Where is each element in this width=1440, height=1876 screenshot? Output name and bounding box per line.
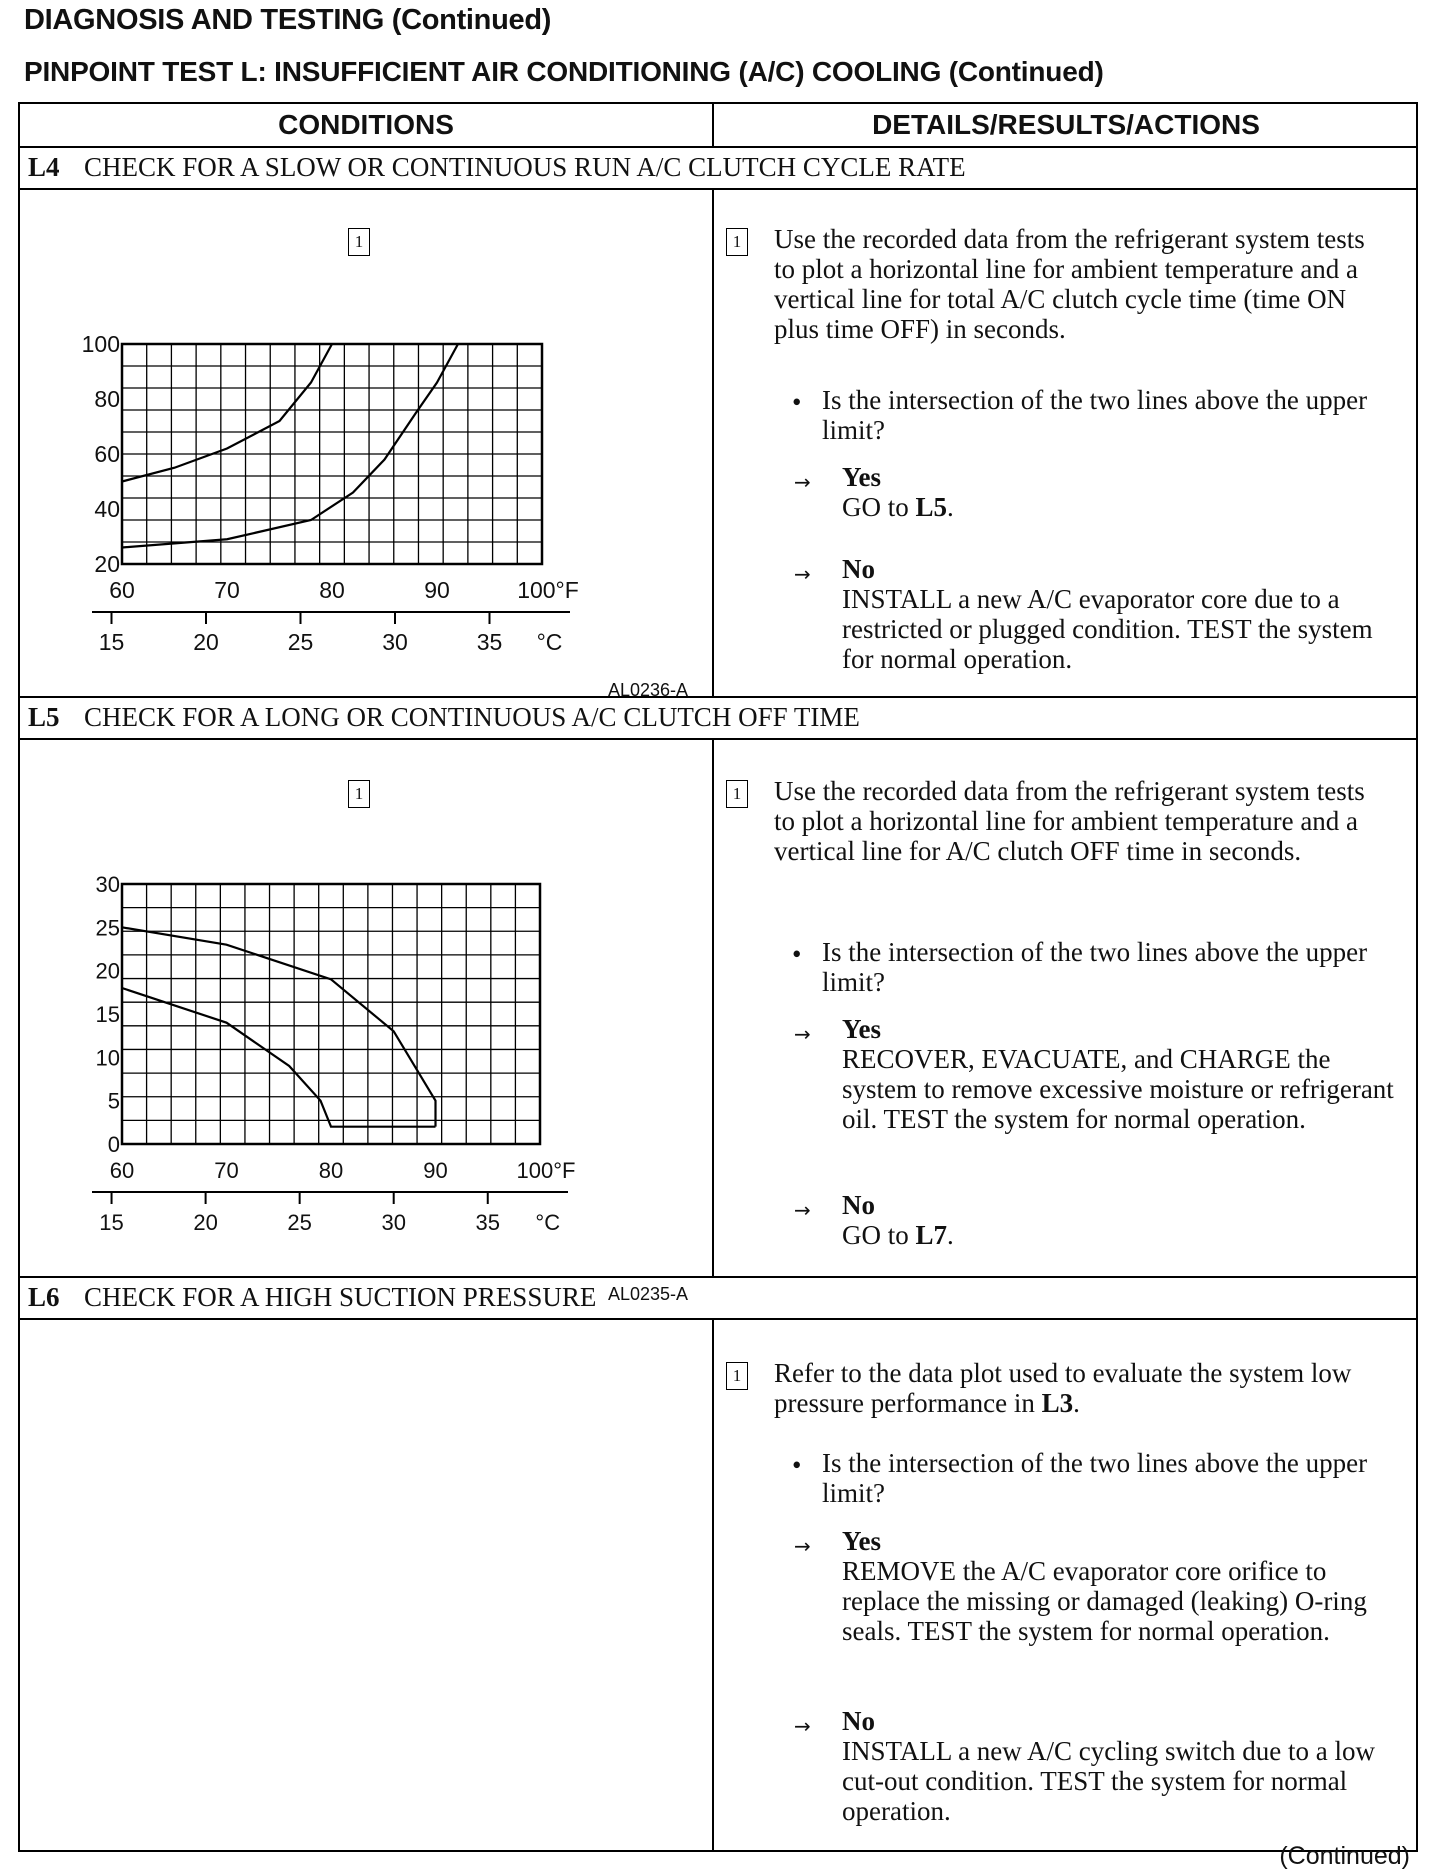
step-l6-title: L6 CHECK FOR A HIGH SUCTION PRESSURE — [28, 1282, 597, 1312]
x-tick-label-fahrenheit: 100°F — [517, 577, 579, 603]
figure-marker-l4: 1 — [348, 228, 370, 256]
y-tick-label: 40 — [94, 496, 120, 522]
x-tick-label-fahrenheit: 60 — [109, 1158, 135, 1183]
detail-text-l5: Use the recorded data from the refrigerant system tests to plot a horizontal line for ambient temperature and a vertical line for A/C clutch OFF time in seconds. — [774, 776, 1365, 866]
y-tick-label: 5 — [107, 1088, 120, 1114]
x-tick-label-celsius: °C — [536, 629, 563, 655]
y-tick-label: 100 — [81, 331, 120, 357]
x-tick-label-fahrenheit: 90 — [423, 1158, 448, 1183]
detail-marker-l4: 1 — [726, 228, 748, 256]
x-tick-label-fahrenheit: 90 — [424, 577, 450, 603]
x-tick-label-fahrenheit: 70 — [214, 1158, 239, 1183]
no-branch-l6: No INSTALL a new A/C cycling switch due to a low cut-out condition. TEST the system for normal operation. — [842, 1706, 1375, 1826]
question-l6: Is the intersection of the two lines above the upper limit? — [822, 1448, 1368, 1508]
series-line-lower-limit — [122, 988, 436, 1127]
x-tick-label-fahrenheit: 80 — [318, 1158, 344, 1183]
y-tick-label: 30 — [95, 872, 120, 897]
detail-marker-l5: 1 — [726, 780, 748, 808]
page-title: DIAGNOSIS AND TESTING (Continued) — [24, 4, 552, 36]
x-tick-label-fahrenheit: 70 — [214, 577, 240, 603]
x-tick-label-celsius: 15 — [99, 1210, 124, 1235]
pinpoint-test-title: PINPOINT TEST L: INSUFFICIENT AIR CONDITIONING (A/C) COOLING (Continued) — [24, 56, 1104, 87]
y-tick-label: 20 — [95, 958, 120, 984]
x-tick-label-celsius: 25 — [287, 629, 314, 655]
no-branch-l5: No GO to L7. — [842, 1190, 954, 1250]
y-tick-label: 25 — [95, 915, 120, 941]
arrow-right-icon: → — [794, 1198, 811, 1222]
detail-text-l6: Refer to the data plot used to evaluate the system low pressure performance in L3. — [774, 1358, 1352, 1418]
pinpoint-table — [18, 102, 1418, 1852]
x-tick-label-celsius: 20 — [193, 629, 219, 655]
chart-ac-clutch-cycle-rate — [40, 264, 688, 700]
x-tick-label-celsius: 25 — [287, 1210, 312, 1235]
bullet-l5: • — [792, 939, 802, 969]
conditions-header: CONDITIONS — [278, 109, 454, 140]
y-tick-label: 80 — [94, 386, 120, 412]
series-line-upper-limit — [122, 344, 332, 482]
x-tick-label-celsius: 30 — [382, 629, 408, 655]
figure-code: AL0236-A — [607, 680, 688, 700]
no-branch-l4: No INSTALL a new A/C evaporator core due to a restricted or plugged condition. TEST the system for normal operation. — [842, 554, 1373, 674]
yes-branch-l6: Yes REMOVE the A/C evaporator core orifice to replace the missing or damaged (leaking) O-ring seals. TEST the system for normal operation. — [842, 1526, 1367, 1646]
figure-marker-l5: 1 — [348, 780, 370, 808]
detail-marker-l6: 1 — [726, 1362, 748, 1390]
detail-text-l4: Use the recorded data from the refrigerant system tests to plot a horizontal line for ambient temperature and a vertical line for total A/C clutch cycle time (time ON plus time OFF) in seconds. — [774, 224, 1365, 344]
step-l5-title: L5 CHECK FOR A LONG OR CONTINUOUS A/C CLUTCH OFF TIME — [28, 702, 860, 732]
question-l5: Is the intersection of the two lines above the upper limit? — [822, 937, 1368, 997]
y-tick-label: 15 — [95, 1002, 120, 1027]
y-tick-label: 10 — [95, 1045, 120, 1071]
x-tick-label-celsius: 15 — [98, 629, 125, 655]
x-tick-label-fahrenheit: 80 — [319, 577, 345, 603]
y-tick-label: 60 — [94, 441, 120, 467]
details-header: DETAILS/RESULTS/ACTIONS — [872, 109, 1260, 140]
x-tick-label-celsius: 30 — [381, 1210, 406, 1235]
x-tick-label-fahrenheit: 100°F — [516, 1158, 576, 1183]
chart-frame — [122, 884, 540, 1144]
y-tick-label: 20 — [94, 551, 120, 577]
yes-branch-l4: Yes GO to L5. — [842, 462, 954, 522]
figure-code: AL0235-A — [607, 1284, 688, 1304]
arrow-right-icon: → — [794, 562, 811, 586]
yes-branch-l5: Yes RECOVER, EVACUATE, and CHARGE the system to remove excessive moisture or refrigerant oil. TEST the system for normal operation. — [842, 1014, 1394, 1134]
x-tick-label-celsius: 35 — [476, 629, 503, 655]
x-tick-label-celsius: 35 — [475, 1210, 500, 1235]
step-l4-title: L4 CHECK FOR A SLOW OR CONTINUOUS RUN A/C CLUTCH CYCLE RATE — [28, 152, 966, 182]
question-l4: Is the intersection of the two lines above the upper limit? — [822, 385, 1368, 445]
arrow-right-icon: → — [794, 1022, 811, 1046]
x-tick-label-celsius: °C — [535, 1210, 561, 1235]
x-tick-label-fahrenheit: 60 — [109, 577, 135, 603]
arrow-right-icon: → — [794, 1534, 811, 1558]
continued-note: (Continued) — [1279, 1842, 1410, 1870]
bullet-l4: • — [792, 387, 802, 417]
arrow-right-icon: → — [794, 1714, 811, 1738]
arrow-right-icon: → — [794, 470, 811, 494]
bullet-l6: • — [792, 1450, 802, 1480]
series-line-lower-limit — [122, 344, 458, 548]
x-tick-label-celsius: 20 — [193, 1210, 218, 1235]
y-tick-label: 0 — [107, 1132, 120, 1157]
